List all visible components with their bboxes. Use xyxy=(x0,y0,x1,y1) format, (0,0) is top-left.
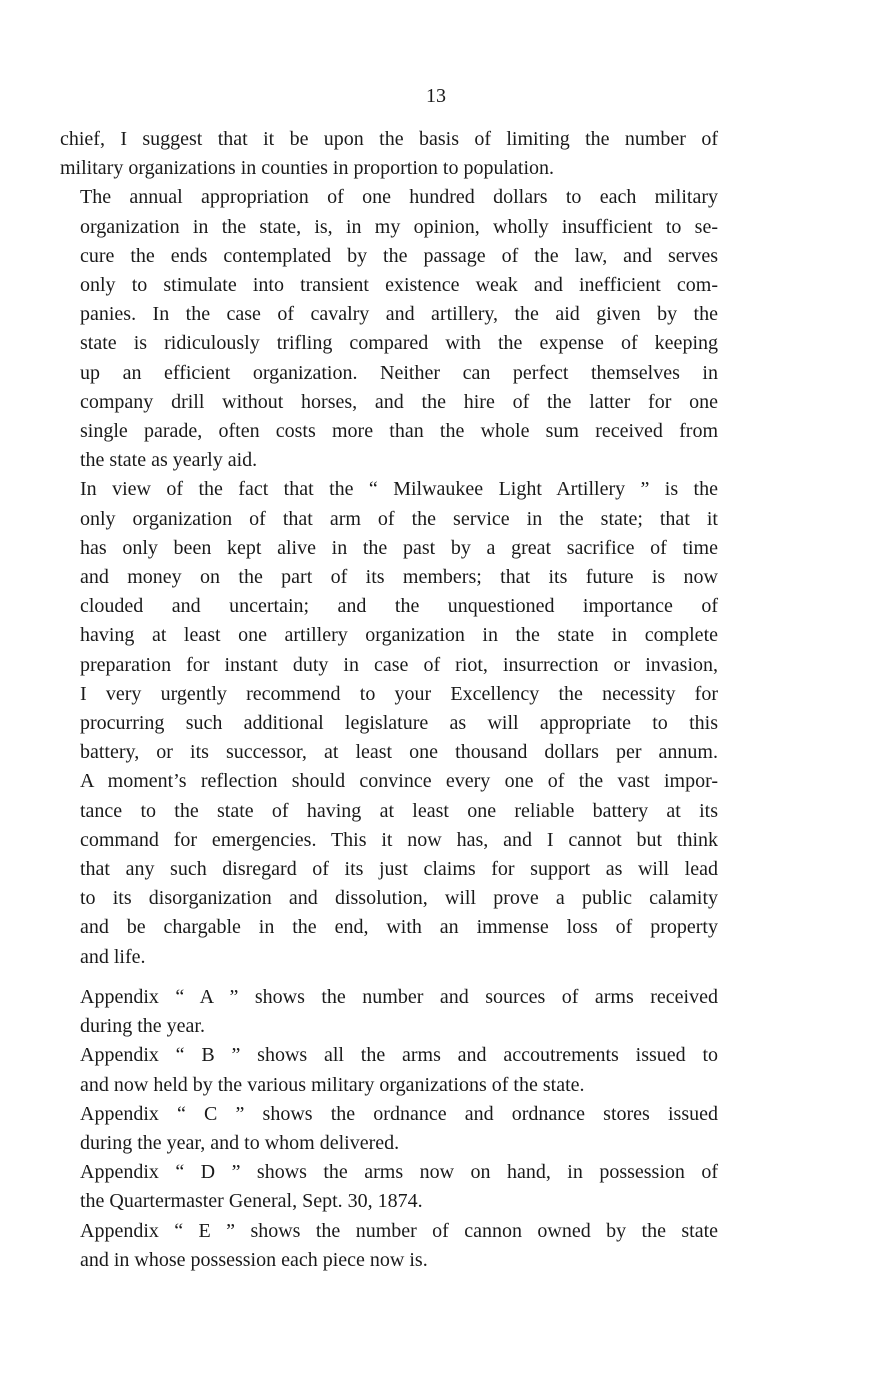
appendix-c-paragraph xyxy=(60,1100,718,1158)
text-line: and life. xyxy=(80,945,146,968)
text-line: and now held by the various military organizations of the state. xyxy=(80,1073,585,1096)
text-line: clouded and uncertain; and the unquestioned importance of xyxy=(80,595,718,618)
text-line: and in whose possession each piece now is. xyxy=(80,1248,428,1271)
text-line: to its disorganization and dissolution, will prove a public calamity xyxy=(80,887,718,910)
appendix-a-paragraph xyxy=(60,983,718,1041)
text-line: up an efficient organization. Neither can perfect themselves in xyxy=(80,361,718,384)
text-line: that any such disregard of its just claims for support as will lead xyxy=(80,858,718,881)
paragraph-appropriation xyxy=(60,183,718,475)
text-line: I very urgently recommend to your Excellency the necessity for xyxy=(80,682,718,705)
text-line: procurring such additional legislature as will appropriate to this xyxy=(80,712,718,735)
text-line: A moment’s reflection should convince every one of the vast impor- xyxy=(80,770,718,793)
text-line: panies. In the case of cavalry and artillery, the aid given by the xyxy=(80,303,718,326)
text-line: and money on the part of its members; that its future is now xyxy=(80,566,718,589)
text-line: the state as yearly aid. xyxy=(80,449,258,472)
text-line: organization in the state, is, in my opinion, wholly insufficient to se- xyxy=(80,215,718,238)
text-line: cure the ends contemplated by the passage of the law, and serves xyxy=(80,244,718,267)
text-line: single parade, often costs more than the whole sum received from xyxy=(80,420,718,443)
text-line: during the year. xyxy=(80,1015,205,1038)
text-line: state is ridiculously trifling compared with the expense of keeping xyxy=(80,332,718,355)
text-line: battery, or its successor, at least one thousand dollars per annum. xyxy=(80,741,718,764)
text-line: preparation for instant duty in case of riot, insurrection or invasion, xyxy=(80,653,718,676)
text-line: military organizations in counties in proportion to population. xyxy=(60,157,555,180)
text-line: only organization of that arm of the service in the state; that it xyxy=(80,507,718,530)
text-line: command for emergencies. This it now has, and I cannot but think xyxy=(80,828,718,851)
text-line: Appendix “ B ” shows all the arms and accoutrements issued to xyxy=(80,1044,718,1067)
text-line: having at least one artillery organization in the state in complete xyxy=(80,624,718,647)
body-text xyxy=(60,125,718,972)
text-line: The annual appropriation of one hundred dollars to each military xyxy=(80,186,718,209)
appendix-list xyxy=(60,983,718,1275)
text-line: during the year, and to whom delivered. xyxy=(80,1132,400,1155)
page-number: 13 xyxy=(426,85,446,107)
text-line: Appendix “ C ” shows the ordnance and ordnance stores issued xyxy=(80,1102,718,1125)
appendix-d-paragraph xyxy=(60,1158,718,1216)
paragraph-artillery xyxy=(60,475,718,971)
text-line: Appendix “ A ” shows the number and sources of arms received xyxy=(80,986,718,1008)
text-line: Appendix “ D ” shows the arms now on hand, in possession of xyxy=(80,1161,718,1184)
text-line: Appendix “ E ” shows the number of cannon owned by the state xyxy=(80,1219,718,1242)
paragraph-continuation xyxy=(60,125,718,183)
appendix-b-paragraph xyxy=(60,1041,718,1099)
appendix-e-paragraph xyxy=(60,1217,718,1275)
text-line: In view of the fact that the “ Milwaukee Light Artillery ” is the xyxy=(80,478,718,501)
text-line: company drill without horses, and the hire of the latter for one xyxy=(80,390,718,413)
text-line: only to stimulate into transient existence weak and inefficient com- xyxy=(80,274,718,297)
text-line: the Quartermaster General, Sept. 30, 1874. xyxy=(80,1190,423,1213)
text-line: tance to the state of having at least one reliable battery at its xyxy=(80,799,718,822)
text-line: and be chargable in the end, with an immense loss of property xyxy=(80,916,718,939)
text-line: chief, I suggest that it be upon the basis of limiting the number of xyxy=(60,128,718,150)
text-line: has only been kept alive in the past by a great sacrifice of time xyxy=(80,536,718,559)
